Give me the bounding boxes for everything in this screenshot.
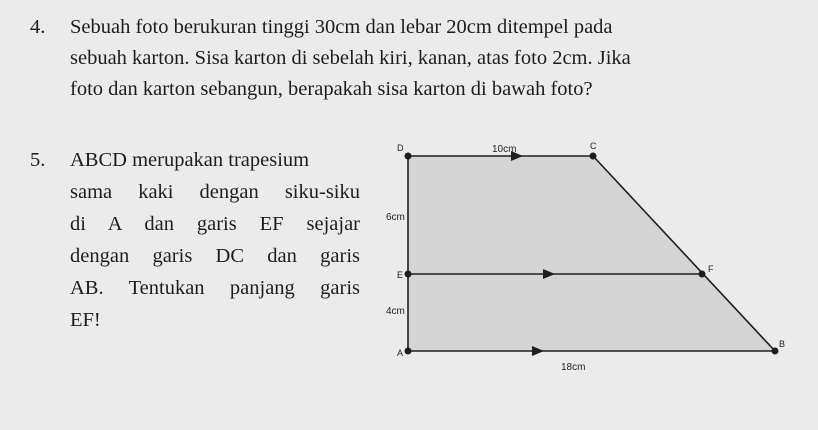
question-5-line-2: sama kaki dengan siku-siku xyxy=(70,181,360,203)
question-5-line-1: ABCD merupakan trapesium xyxy=(70,149,310,171)
question-5-number: 5. xyxy=(30,149,46,171)
label-point-c: C xyxy=(590,141,597,151)
label-length-de: 6cm xyxy=(386,212,405,223)
vertex-b xyxy=(772,348,779,355)
vertex-a xyxy=(405,348,412,355)
question-5-line-4: dengan garis DC dan garis xyxy=(70,245,360,267)
label-length-ab: 18cm xyxy=(561,362,586,373)
label-length-ea: 4cm xyxy=(386,306,405,317)
label-length-dc: 10cm xyxy=(492,144,517,155)
question-4-line-1: Sebuah foto berukuran tinggi 30cm dan lebar 20cm ditempel pada xyxy=(70,16,613,38)
question-5-line-5: AB. Tentukan panjang garis xyxy=(70,277,360,299)
vertex-c xyxy=(590,153,597,160)
question-5-line-3: di A dan garis EF sejajar xyxy=(70,213,360,235)
label-point-a: A xyxy=(397,348,404,358)
label-point-b: B xyxy=(779,339,786,349)
question-4-line-2: sebuah karton. Sisa karton di sebelah kiri, kanan, atas foto 2cm. Jika xyxy=(70,47,631,69)
label-point-f: F xyxy=(708,264,714,274)
vertex-e xyxy=(405,271,412,278)
label-point-e: E xyxy=(397,270,404,280)
vertex-d xyxy=(405,153,412,160)
question-5-line-6: EF! xyxy=(70,309,101,331)
label-point-d: D xyxy=(397,143,404,153)
question-4-line-3: foto dan karton sebangun, berapakah sisa karton di bawah foto? xyxy=(70,78,593,100)
question-4-number: 4. xyxy=(30,16,46,38)
vertex-f xyxy=(699,271,706,278)
trapezoid-abcd xyxy=(408,156,775,351)
